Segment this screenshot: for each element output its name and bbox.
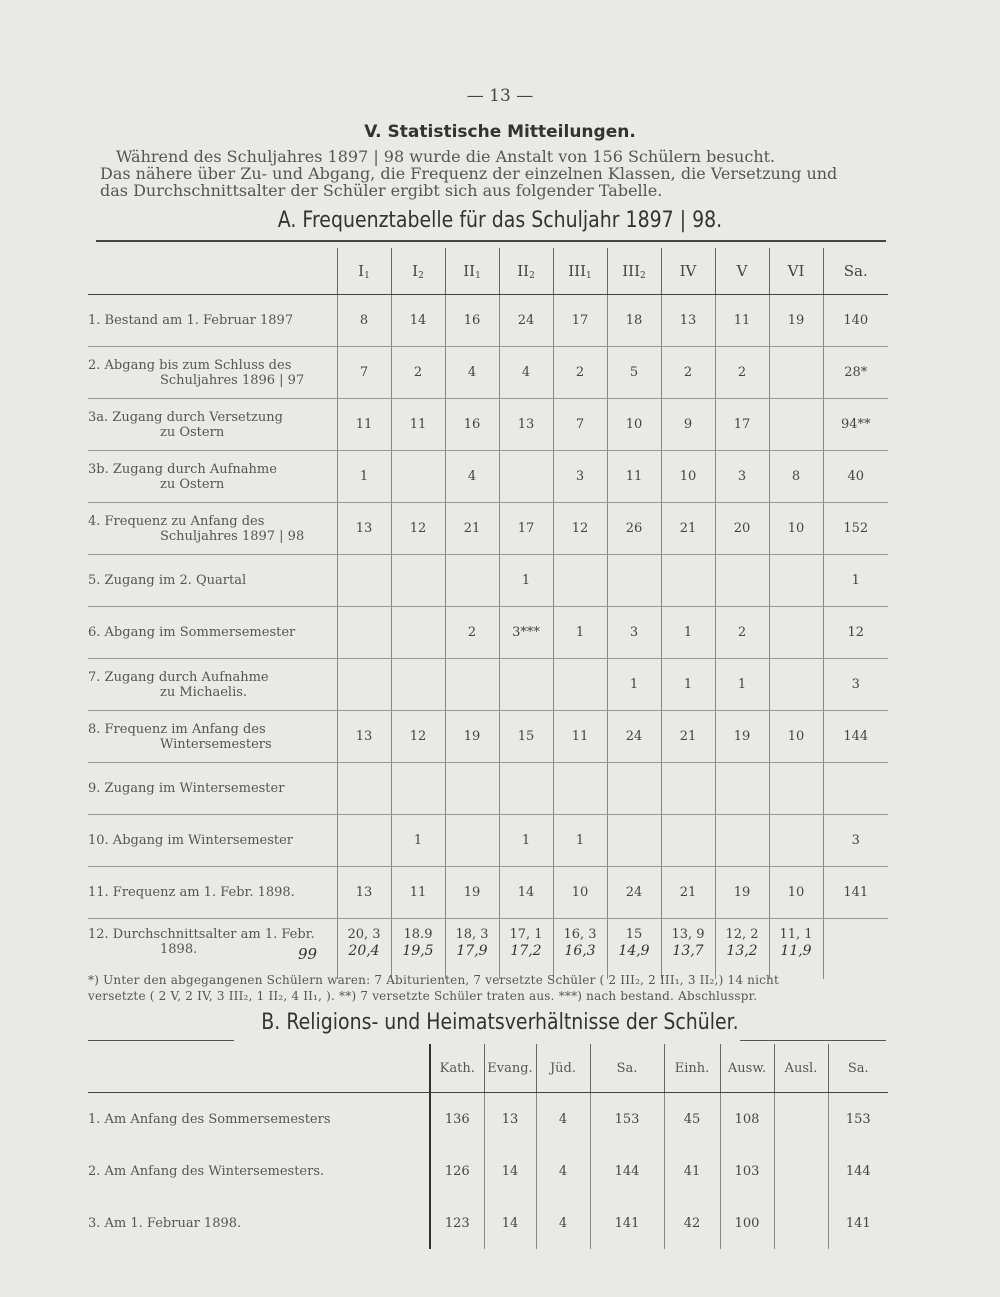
- table-cell: 1: [607, 659, 661, 711]
- row-label: [88, 919, 337, 980]
- page-number: — 13 —: [466, 86, 534, 106]
- table-cell: 1: [715, 659, 769, 711]
- handwritten-value: 17,9: [456, 943, 488, 959]
- table-cell: 19: [715, 867, 769, 919]
- table-cell: 1: [499, 555, 553, 607]
- table-cell: 3: [715, 451, 769, 503]
- table-cell: [607, 763, 661, 815]
- table-cell: 19: [769, 295, 823, 347]
- table-cell: 4: [536, 1145, 590, 1197]
- table-cell: 3: [607, 607, 661, 659]
- table-cell: 14: [499, 867, 553, 919]
- table-row: [88, 659, 888, 711]
- footnote: [88, 972, 908, 1004]
- table-cell: 153: [828, 1093, 888, 1146]
- table-cell: 10: [769, 503, 823, 555]
- table-cell: 12: [391, 711, 445, 763]
- rule: [96, 240, 886, 242]
- table-cell: [769, 347, 823, 399]
- row-label: [88, 763, 337, 815]
- row-label: [88, 867, 337, 919]
- printed-value: 12, 2: [725, 927, 759, 942]
- table-cell: 8: [769, 451, 823, 503]
- table-cell: [715, 919, 769, 980]
- row-label: 1. Am Anfang des Sommersemesters: [88, 1111, 331, 1127]
- table-cell: [769, 919, 823, 980]
- table-cell: [769, 815, 823, 867]
- table-cell: 19: [445, 867, 499, 919]
- table-cell: [337, 555, 391, 607]
- table-cell: 141: [823, 867, 888, 919]
- column-header: [445, 248, 499, 295]
- table-cell: 24: [607, 867, 661, 919]
- table-cell: [553, 659, 607, 711]
- table-cell: [337, 815, 391, 867]
- table-row: [88, 1197, 888, 1249]
- table-cell: 1: [823, 555, 888, 607]
- table-cell: 13: [499, 399, 553, 451]
- column-subscript: 2: [418, 270, 424, 281]
- table-cell: 3: [823, 815, 888, 867]
- handwritten-value: 17,2: [510, 943, 542, 959]
- handwritten-value: 20,4: [348, 943, 380, 959]
- table-cell: 10: [769, 711, 823, 763]
- table-cell: 12: [823, 607, 888, 659]
- table-cell: 141: [590, 1197, 664, 1249]
- table-row: [88, 503, 888, 555]
- table-row: [88, 1093, 888, 1146]
- row-label-line: 4. Frequenz zu Anfang des: [88, 513, 265, 529]
- table-cell: 11: [391, 399, 445, 451]
- column-header: Sa.: [590, 1044, 664, 1093]
- table-cell: 17: [499, 503, 553, 555]
- printed-value: 17, 1: [509, 927, 543, 942]
- table-cell: [715, 763, 769, 815]
- table-cell: [391, 919, 445, 980]
- row-label-line: 2. Abgang bis zum Schluss des: [88, 357, 292, 373]
- column-label: VI: [787, 262, 805, 280]
- column-label: IV: [679, 262, 697, 280]
- table-cell: 26: [607, 503, 661, 555]
- table-cell: 14: [484, 1197, 536, 1249]
- table-cell: 2: [661, 347, 715, 399]
- row-label: [88, 659, 337, 711]
- column-header: [823, 248, 888, 295]
- table-cell: 1: [499, 815, 553, 867]
- table-a-title: A. Frequenztabelle für das Schuljahr 1897 | 98.: [277, 208, 723, 233]
- table-cell: 16: [445, 295, 499, 347]
- table-cell: 1: [661, 659, 715, 711]
- table-cell: 13: [337, 867, 391, 919]
- table-cell: [445, 919, 499, 980]
- table-cell: [715, 555, 769, 607]
- table-cell: 10: [769, 867, 823, 919]
- table-cell: [661, 763, 715, 815]
- section-title: V. Statistische Mitteilungen.: [364, 122, 636, 142]
- religion-table: [88, 1044, 888, 1249]
- table-cell: 16: [445, 399, 499, 451]
- table-cell: 11: [607, 451, 661, 503]
- table-cell: [499, 763, 553, 815]
- frequency-table: [88, 248, 888, 979]
- column-subscript: 1: [475, 270, 481, 281]
- table-cell: 11: [715, 295, 769, 347]
- table-cell: 14: [484, 1145, 536, 1197]
- table-cell: 4: [536, 1197, 590, 1249]
- rule: [88, 1040, 234, 1041]
- table-cell: 12: [391, 503, 445, 555]
- column-subscript: 2: [640, 270, 646, 281]
- table-cell: 10: [553, 867, 607, 919]
- table-cell: 45: [664, 1093, 720, 1146]
- header-blank: [88, 1044, 430, 1093]
- column-subscript: 2: [529, 270, 535, 281]
- column-subscript: 1: [586, 270, 592, 281]
- row-label: [88, 815, 337, 867]
- table-cell: [337, 919, 391, 980]
- row-label-line: 3a. Zugang durch Versetzung: [88, 409, 283, 425]
- column-header: Jüd.: [536, 1044, 590, 1093]
- column-header: Kath.: [430, 1044, 484, 1093]
- table-cell: [553, 763, 607, 815]
- intro-line: Während des Schuljahres 1897 | 98 wurde die Anstalt von 156 Schülern besucht.: [116, 147, 776, 166]
- row-label: 2. Am Anfang des Wintersemesters.: [88, 1163, 325, 1179]
- printed-value: 11, 1: [779, 927, 813, 942]
- row-label: [88, 555, 337, 607]
- table-cell: 136: [430, 1093, 484, 1146]
- table-cell: 100: [720, 1197, 774, 1249]
- table-cell: [391, 555, 445, 607]
- table-cell: 1: [553, 607, 607, 659]
- table-cell: 126: [430, 1145, 484, 1197]
- table-cell: [445, 815, 499, 867]
- table-cell: 13: [337, 711, 391, 763]
- printed-value: 18.9: [403, 927, 433, 942]
- table-cell: 2: [715, 347, 769, 399]
- column-header: [337, 248, 391, 295]
- table-cell: 94**: [823, 399, 888, 451]
- table-cell: 19: [445, 711, 499, 763]
- table-cell: [499, 919, 553, 980]
- table-row: [88, 867, 888, 919]
- table-cell: 153: [590, 1093, 664, 1146]
- table-cell: 10: [661, 451, 715, 503]
- table-row: [88, 763, 888, 815]
- table-row: [88, 451, 888, 503]
- column-label: III: [568, 261, 587, 280]
- column-label: II: [463, 261, 476, 280]
- table-cell: 28*: [823, 347, 888, 399]
- table-cell: 19: [715, 711, 769, 763]
- table-row: [88, 711, 888, 763]
- table-cell: [774, 1093, 828, 1146]
- table-cell: [769, 555, 823, 607]
- printed-value: 15: [625, 927, 643, 942]
- table-cell: 1: [337, 451, 391, 503]
- handwritten-note: 99: [298, 945, 318, 963]
- row-label-line: 1898.: [160, 942, 198, 957]
- row-label-line: 9. Zugang im Wintersemester: [88, 781, 285, 796]
- table-cell: 144: [590, 1145, 664, 1197]
- table-cell: [499, 451, 553, 503]
- handwritten-value: 16,3: [564, 943, 596, 959]
- table-cell: [391, 451, 445, 503]
- handwritten-value: 19,5: [402, 943, 434, 959]
- row-label-line: 6. Abgang im Sommersemester: [88, 625, 296, 640]
- table-row: [88, 295, 888, 347]
- table-cell: [607, 555, 661, 607]
- table-cell: [445, 763, 499, 815]
- table-cell: [769, 763, 823, 815]
- table-cell: 11: [337, 399, 391, 451]
- printed-value: 18, 3: [455, 927, 489, 942]
- table-cell: 14: [391, 295, 445, 347]
- column-header: Einh.: [664, 1044, 720, 1093]
- rule: [740, 1040, 886, 1041]
- row-label-line: Schuljahres 1896 | 97: [160, 372, 305, 388]
- row-label: [88, 711, 337, 763]
- row-label: [88, 503, 337, 555]
- table-cell: [391, 659, 445, 711]
- table-cell: 3: [823, 659, 888, 711]
- header-blank: [88, 248, 337, 295]
- column-header: [607, 248, 661, 295]
- handwritten-value: 11,9: [780, 943, 812, 959]
- row-label-line: 7. Zugang durch Aufnahme: [88, 669, 269, 685]
- row-label-line: 1. Bestand am 1. Februar 1897: [88, 313, 294, 328]
- table-cell: 108: [720, 1093, 774, 1146]
- column-label: II: [517, 261, 530, 280]
- table-cell: [445, 659, 499, 711]
- row-label-line: Schuljahres 1897 | 98: [160, 528, 305, 544]
- table-cell: [661, 555, 715, 607]
- table-row: [88, 607, 888, 659]
- table-cell: 5: [607, 347, 661, 399]
- handwritten-value: 13,7: [672, 943, 704, 959]
- table-cell: [337, 607, 391, 659]
- table-cell: 4: [445, 451, 499, 503]
- table-cell: [823, 919, 888, 980]
- column-header: [769, 248, 823, 295]
- table-cell: 140: [823, 295, 888, 347]
- table-cell: 1: [553, 815, 607, 867]
- intro-line: das Durchschnittsalter der Schüler ergibt sich aus folgender Tabelle.: [100, 181, 663, 200]
- row-label-line: 12. Durchschnittsalter am 1. Febr.: [88, 927, 315, 942]
- table-cell: 20: [715, 503, 769, 555]
- table-cell: 3: [553, 451, 607, 503]
- table-cell: 11: [553, 711, 607, 763]
- table-cell: 103: [720, 1145, 774, 1197]
- table-cell: 17: [715, 399, 769, 451]
- table-cell: 21: [661, 867, 715, 919]
- row-label-line: zu Michaelis.: [160, 684, 248, 700]
- handwritten-value: 13,2: [726, 943, 758, 959]
- table-cell: 15: [499, 711, 553, 763]
- row-label: [88, 347, 337, 399]
- column-header: [661, 248, 715, 295]
- column-label: I: [412, 261, 419, 280]
- table-cell: [774, 1197, 828, 1249]
- table-cell: 8: [337, 295, 391, 347]
- table-cell: [607, 919, 661, 980]
- table-cell: 2: [391, 347, 445, 399]
- table-row: [88, 555, 888, 607]
- table-row: [88, 347, 888, 399]
- column-header: [553, 248, 607, 295]
- table-cell: 42: [664, 1197, 720, 1249]
- table-cell: 21: [661, 711, 715, 763]
- table-cell: 3***: [499, 607, 553, 659]
- table-cell: 1: [661, 607, 715, 659]
- column-label: V: [736, 262, 748, 280]
- table-cell: 144: [823, 711, 888, 763]
- row-label-line: Wintersemesters: [160, 736, 272, 752]
- table-cell: 18: [607, 295, 661, 347]
- row-label-line: zu Ostern: [160, 424, 225, 440]
- column-header: Sa.: [828, 1044, 888, 1093]
- column-subscript: 1: [364, 270, 370, 281]
- intro-paragraph: [100, 148, 900, 199]
- table-cell: 17: [553, 295, 607, 347]
- table-cell: [391, 607, 445, 659]
- table-cell: [769, 607, 823, 659]
- row-label-line: 8. Frequenz im Anfang des: [88, 721, 266, 737]
- table-cell: [553, 555, 607, 607]
- column-header: [715, 248, 769, 295]
- table-cell: 144: [828, 1145, 888, 1197]
- row-label: [88, 607, 337, 659]
- row-label-line: 5. Zugang im 2. Quartal: [88, 573, 247, 588]
- column-header: Ausw.: [720, 1044, 774, 1093]
- table-row: [88, 815, 888, 867]
- table-cell: 13: [337, 503, 391, 555]
- row-label: [88, 451, 337, 503]
- table-cell: 141: [828, 1197, 888, 1249]
- row-label-line: zu Ostern: [160, 476, 225, 492]
- table-cell: 7: [553, 399, 607, 451]
- table-cell: [823, 763, 888, 815]
- row-label-line: 11. Frequenz am 1. Febr. 1898.: [88, 885, 295, 900]
- table-cell: 13: [661, 295, 715, 347]
- table-cell: 21: [661, 503, 715, 555]
- row-label: 3. Am 1. Februar 1898.: [88, 1215, 242, 1231]
- row-label: [88, 295, 337, 347]
- table-b-title: B. Religions- und Heimatsverhältnisse der Schüler.: [261, 1010, 739, 1035]
- table-cell: [337, 763, 391, 815]
- table-cell: 123: [430, 1197, 484, 1249]
- table-cell: 21: [445, 503, 499, 555]
- table-cell: [607, 815, 661, 867]
- column-header: Evang.: [484, 1044, 536, 1093]
- table-cell: 10: [607, 399, 661, 451]
- table-cell: [391, 763, 445, 815]
- table-cell: [769, 659, 823, 711]
- table-cell: 1: [391, 815, 445, 867]
- printed-value: 20, 3: [347, 927, 381, 942]
- footnote-line: *) Unter den abgegangenen Schülern waren: 7 Abiturienten, 7 versetzte Schüler ( 2 III₂, 2 III₁, 3 II₂,) 14 nicht: [88, 973, 780, 987]
- table-cell: 2: [715, 607, 769, 659]
- column-header: [391, 248, 445, 295]
- row-label-line: 10. Abgang im Wintersemester: [88, 833, 294, 848]
- table-cell: 11: [391, 867, 445, 919]
- column-label: Sa.: [843, 262, 868, 280]
- printed-value: 16, 3: [563, 927, 597, 942]
- printed-value: 13, 9: [671, 927, 705, 942]
- table-cell: 7: [337, 347, 391, 399]
- column-label: III: [622, 261, 641, 280]
- column-label: I: [358, 261, 365, 280]
- table-cell: 24: [499, 295, 553, 347]
- table-cell: [499, 659, 553, 711]
- row-label-line: 3b. Zugang durch Aufnahme: [88, 461, 277, 477]
- table-cell: 2: [445, 607, 499, 659]
- table-cell: [769, 399, 823, 451]
- column-header: Ausl.: [774, 1044, 828, 1093]
- table-cell: 13: [484, 1093, 536, 1146]
- intro-line: Das nähere über Zu- und Abgang, die Frequenz der einzelnen Klassen, die Versetzung und: [100, 164, 838, 183]
- table-cell: 4: [499, 347, 553, 399]
- table-cell: [661, 815, 715, 867]
- handwritten-value: 14,9: [618, 943, 650, 959]
- table-cell: 40: [823, 451, 888, 503]
- table-cell: 152: [823, 503, 888, 555]
- table-row: [88, 919, 888, 980]
- column-header: [499, 248, 553, 295]
- table-cell: 9: [661, 399, 715, 451]
- footnote-line: versetzte ( 2 V, 2 IV, 3 III₂, 1 II₂, 4 II₁, ). **) 7 versetzte Schüler traten aus. ***) nach bestand. Abschlusspr.: [88, 989, 758, 1003]
- table-cell: [774, 1145, 828, 1197]
- table-cell: [715, 815, 769, 867]
- table-cell: [661, 919, 715, 980]
- table-cell: 4: [536, 1093, 590, 1146]
- row-label: [88, 399, 337, 451]
- table-cell: [445, 555, 499, 607]
- table-cell: 24: [607, 711, 661, 763]
- table-cell: 41: [664, 1145, 720, 1197]
- table-cell: 4: [445, 347, 499, 399]
- table-cell: 2: [553, 347, 607, 399]
- table-cell: 12: [553, 503, 607, 555]
- table-row: [88, 1145, 888, 1197]
- table-row: [88, 399, 888, 451]
- table-cell: [337, 659, 391, 711]
- table-cell: [553, 919, 607, 980]
